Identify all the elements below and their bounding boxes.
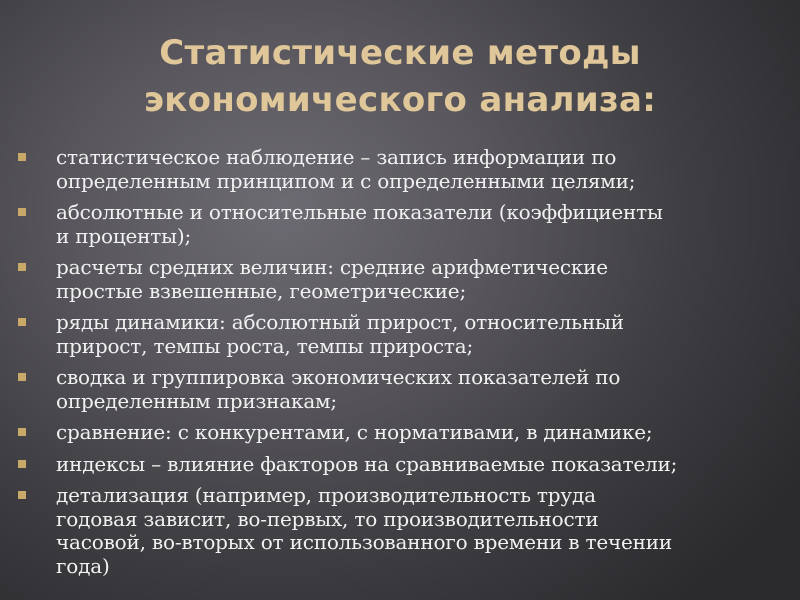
- square-bullet-icon: [18, 373, 26, 381]
- title-line-2: экономического анализа:: [143, 80, 657, 120]
- square-bullet-icon: [18, 208, 26, 216]
- bullet-text-line: статистическое наблюдение – запись информации по: [56, 145, 617, 169]
- bullet-text-line: детализация (например, производительность труда: [56, 483, 596, 507]
- square-bullet-icon: [18, 318, 26, 326]
- bullet-item-averages: [18, 256, 798, 303]
- bullet-text-line: сравнение: с конкурентами, с нормативами, в динамике;: [56, 420, 653, 444]
- bullet-item-observation: [18, 146, 798, 193]
- bullet-text-line: сводка и группировка экономических показателей по: [56, 365, 621, 389]
- square-bullet-icon: [18, 263, 26, 271]
- bullet-text-line: расчеты средних величин: средние арифметические: [56, 255, 608, 279]
- square-bullet-icon: [18, 153, 26, 161]
- bullet-item-detailing: [18, 484, 798, 578]
- bullet-text-line: прирост, темпы роста, темпы прироста;: [56, 333, 473, 358]
- bullet-text-line: годовая зависит, во-первых, то производительности: [56, 506, 599, 531]
- square-bullet-icon: [18, 460, 26, 468]
- bullet-text-line: индексы – влияние факторов на сравниваемые показатели;: [56, 451, 678, 476]
- square-bullet-icon: [18, 491, 26, 499]
- square-bullet-icon: [18, 428, 26, 436]
- bullet-text-line: ряды динамики: абсолютный прирост, относительный: [56, 310, 624, 334]
- title-line-1: Статистические методы: [159, 33, 641, 73]
- bullet-text-line: простые взвешенные, геометрические;: [56, 278, 466, 303]
- bullet-text-line: и проценты);: [56, 223, 192, 248]
- bullet-list: [18, 146, 798, 586]
- bullet-item-indicators: [18, 201, 798, 248]
- bullet-text-line: года): [56, 553, 110, 578]
- bullet-text-line: определенным принципом и с определенными целями;: [56, 168, 636, 193]
- bullet-item-comparison: [18, 421, 798, 445]
- slide-title: [0, 30, 800, 124]
- bullet-item-indexes: [18, 453, 798, 477]
- bullet-text-line: определенным признакам;: [56, 388, 337, 413]
- bullet-text-line: часовой, во-вторых от использованного времени в течении: [56, 530, 673, 554]
- bullet-item-dynamics: [18, 311, 798, 358]
- bullet-item-grouping: [18, 366, 798, 413]
- bullet-text-line: абсолютные и относительные показатели (коэффициенты: [56, 200, 663, 224]
